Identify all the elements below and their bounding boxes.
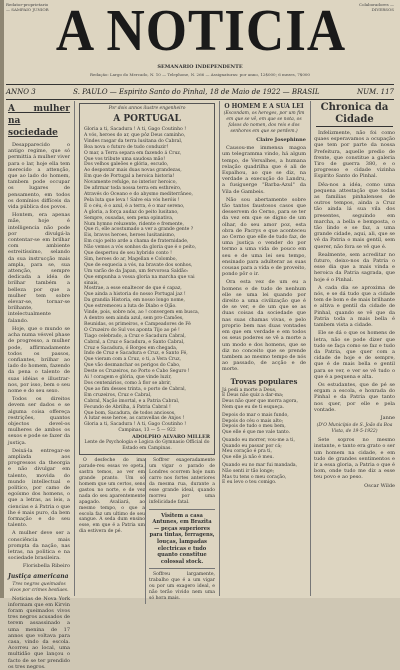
article-paragraph: Desapparecido o antigo regime, que só permittia á mulher viver para o lar, hoje ella tem merecido a attenção, que ao lado do homem, tambem pode occupar os lugares de pensamento, em todos os domínios diffíceis da vida pública dos povos.	[8, 142, 70, 211]
poem-author-title: Lente de Psychologia e Logica do Gymnasio Official do Estado em Campinas.	[84, 440, 210, 452]
trova-line: Depois do mar o mais fundo,	[222, 412, 289, 418]
column-2-subcolumns	[79, 458, 215, 604]
poem-line: É o céu, é o azul, é a terra, é o mar sereno,	[84, 203, 185, 209]
dateline-year: ANNO 3	[6, 88, 36, 96]
poem-line: Que estremeceu a luta de Diabo e Ojão.	[84, 304, 177, 310]
poem-stanza	[84, 233, 210, 310]
poem-line: O Cruzeiro do Sul vos aponta Tijo ao pé !	[84, 327, 180, 333]
article-subtitle: Tres negros queimados vivos por crimes bestiaes.	[9, 581, 69, 593]
epigraph-author: Claire Josephinne	[256, 137, 306, 143]
article-paragraph: Hontem, era apenas mãe, hoje é intelligencia não pode por divulgá-la contentar-se em brilhar com ambiente estreitíssimo, selando da sua instrucção mais ampla, para se, sua attenção, sempre dedicada a idéa de brilhar também a belleza por que a mulher tem sobre elevar-se, tornar-se brilhante, intelectualmente falando.	[8, 212, 70, 324]
poem-line: Que ainda a historia do nosso Portugal jaz !	[84, 292, 186, 298]
poem-line: Dos centenários, como à flor se abrir,	[84, 380, 172, 386]
poem-line: Que vieram com a Cruz, o ti, a Vera Cruz,	[84, 357, 182, 363]
newspaper-title: A NOTICIA	[55, 0, 347, 64]
masthead-left-note: Redator-proprietario — SAMPAIO JUNIOR	[6, 2, 49, 12]
poem-line: Sim, heroes do ar, Magellan e Colombo,	[84, 256, 177, 262]
poem-line: Sempre, ousadas, sem pena opinativa,	[84, 215, 174, 221]
trova-line: Meu coração é pra ti,	[222, 449, 272, 455]
poem-line: Cruz e Sacadura, ó Borges em chegada,	[84, 345, 178, 351]
article-paragraph: Soffreu largamente, trabalho que é a um vigar ou por um exagero ideal, e não terão vivido nem uma só hora mais.	[149, 572, 215, 602]
poem-place-date: Campinas, 13 — 5 — 922	[118, 428, 176, 434]
column-4	[310, 101, 395, 596]
article-paragraph: A cada dia se aproxima de nós, e se dá tudo que a cidade tem de bom e de mais brilhante e altiva e gentil da cidade de Pinhal, quando se vê que da Patria toda a mais bella é tambem vista a cidade.	[314, 284, 395, 329]
chronica-source: (D'O Município de S. João da Boa Vista, de 19-5-1922)	[316, 423, 393, 435]
poem-line: Pela luta que leva ! Salve eia vós heróis !	[84, 197, 180, 203]
article-paragraph: Não sou abertamente sobre tão tantos faustosos casos que desservem do Cerno, para se ter da vez em que se digno de um olhar, do seu amor poz, esta obra de Pacrys e que aconteceu ao Cerno que elle de tudo faz, de uma justiça o vender do por termo a uma vida de pouco em seu e de uma lei seu tempo, ensinado para adulterar as suas cousas para a vida e de proveito, pondo pôr o ir.	[222, 196, 306, 278]
masthead-right-note: Colaboradores — DIVERSOS	[359, 2, 394, 12]
dateline-place-date: S. PAULO — Espirito Santo do Pinhal, 18 de Maio de 1922 — BRASIL	[73, 88, 320, 96]
poem-line: A dentro sem ainda azul, sem pro-Camões,	[84, 316, 184, 321]
poem-line: Não vemos a vós sonhos da gloria que é o peito,	[84, 245, 197, 251]
poem-line: Cabral, a Cruz e Sacadura, e Santo Cabral,	[84, 339, 185, 345]
poem-stanza	[84, 127, 210, 180]
trova-line: Quando eu no mar fui mandada,	[222, 463, 298, 469]
poem-line: Ao despontar mais duas novas grandezas,	[84, 168, 182, 174]
poem-line: Que ao fim desses trinta, o porto de Cabral,	[84, 386, 187, 392]
article-epigraph: (Escondam, os hereges, por um fim em que se vê, em que se nota, os falsos do nomen, dos reis e dos senhores em que se perdem.)	[223, 111, 305, 134]
poem-line: Boa nova o futuro de tudo conduzir!	[84, 144, 169, 150]
poem-line: Em cujo peito arde a chama de fraternidade,	[84, 239, 189, 245]
poem-line: Num hymno reluzente, ridente e fremente,	[84, 221, 184, 227]
trova-line: Depois de tudo o meu bem,	[222, 424, 286, 430]
poem-line: A gloria, a força audaz do peito lusitano,	[84, 209, 179, 215]
poem-line: Que vão desmanchar os perigos do Cabo,	[84, 363, 181, 369]
poem-line: Mostrae, a esse enaltecer de que é capaz,	[84, 286, 182, 292]
article-paragraph: Realmente, sem acreditar no futuro, deixo-nos da Patria o esse dia que a mais vinda e heroica da Patria sagrada, que hoje é o Pinhal.	[314, 251, 395, 283]
poem-line: Reunidas, os primeiros, e Campeadores de Fé	[84, 321, 191, 327]
article-paragraph: A mulher deve ser a consciência mais prompta da nação, nas letras, na politica e na sociedade brasileira.	[8, 530, 70, 562]
article-paragraph: Soffrer exageradamente um vigar o parado de Londres ocorrem hoje num carro nos fortes anteriores da mesma rua, durante a esse grande ideal, quando morreu por uma infelicidade fatal.	[149, 458, 215, 505]
trova-line: Não senti ir tão longe;	[222, 468, 275, 474]
article-paragraph: Sete sopros no mesmo instante, e tanto era grato o ser um homem na cidade, e em tudo de grandes sentimentos e ir a essa gloria, a Patria o que é bom, onde tudo me diz a esse teu povo e ao peso.	[314, 437, 395, 481]
poem-line: Eis, bravos heroes, heroes lusitanismo,	[84, 233, 176, 239]
poem-line: Em cruzeiros, Cruz e Cabral,	[84, 392, 152, 398]
poem-line: Que vos tribute uma saudosa mão!	[84, 156, 166, 162]
trova-line: Mas tu tens o meu coração,	[222, 474, 287, 480]
trovas-heading: Trovas populares	[230, 376, 298, 386]
poem-box	[79, 103, 215, 455]
poem-line: Um varão de da Japan, um fervorosa Saldão:	[84, 268, 189, 274]
dateline	[6, 84, 394, 100]
poem-stanza	[84, 180, 210, 233]
dateline-number: NUM. 117	[356, 88, 394, 96]
poem-line: Vinde, pois, sobre nós, ao ! convergem em busca,	[84, 310, 200, 316]
poem-title: A PORTUGAL	[113, 114, 181, 124]
column-1	[8, 101, 70, 670]
chronica-signature: Janne	[380, 414, 395, 421]
trova-line: Deus não quer que morra agora,	[222, 399, 299, 405]
article-paragraph: Causou-me immensa magoa um telegramma vindo, há algum tempo, de Versalhes, a humana relaçãо quadrilha que é ali de Espalhou, ao que se diz, na verdade a execução do Landru, a fusiguerge "Barba-Azul" da Vila de Gambeis.	[222, 145, 306, 195]
poem-author: ADOLPHO ALVARO MILLER	[132, 434, 210, 441]
article-signature: Florisbella Ribeiro	[22, 563, 70, 570]
poem-line: Que de esquecia a vós, na bravate dos sonhos,	[84, 262, 193, 268]
poem-line: Tiago celebrado, a Cruz e Sacadura Cabral,	[84, 333, 186, 339]
quote-signature: Oscar Wilde	[364, 482, 395, 489]
poem-dedication: Por dois annos ilustre engenheiro	[108, 106, 186, 111]
divider	[149, 568, 215, 569]
article-heading: O HOMEM E A SUA LEI	[224, 103, 304, 110]
article-paragraph: Deixá-la entregar-se ampliada aos progressos da theorgia e não divulgar em talento, movida do mundo intellectual e político, por camo de egoísmo dos homens, o que a letras, as leis, a ciencias e á Patria o que lhe é mais puro, da bem formação e do seu talento.	[8, 447, 70, 529]
masthead-center-note: SEMANARIO INDEPENDENTE	[157, 64, 243, 70]
poem-line: Que ri, elle acostumado a ver a grande gente ?	[84, 227, 194, 233]
poem-line: Ai ! coragem e glória, que vinde luzir,	[84, 375, 172, 381]
masthead-address: Redação: Largo do Mercado, N. 10 — Telephone, N. 266 — Assignaturas: por anno, 12$000; 6 mezes, 7$000	[90, 72, 310, 77]
poem-line: Da grandia Historia, em nosso longo nome,	[84, 298, 185, 304]
poem-line: Através do Oceano e do abysmo mediterrâneo,	[84, 191, 193, 197]
article-paragraph: Hoje, que o mundo se acha numa vésvel phase de progresso, a mulher pode, affirmadamente todos os passos, confiantes, brilhar ao lado do homem, fazendo da pena o talento de suas idéias e illustrar-nos, por isso, bem o seu nome e do seu sexo.	[8, 325, 70, 394]
article-paragraph: Ele se dá o que os homens de letra, não se pode dizer que tudo se faça como se faz e tudo da Patria, que quer com a cidade de hoje e de sempre, que é de mais bella e gentil para se ver, e ver se vê tudo o que é a pequena e alta.	[314, 330, 395, 380]
poem-line: Indo de Cruz e Sacadura e Cruz, e Santo Fé,	[84, 351, 188, 357]
trova-line: Depois do céu o mais alto;	[222, 418, 284, 424]
poem-line: Fecundo de Abrilha, á Patria Cabral !	[84, 404, 171, 410]
subcolumn-right	[145, 458, 215, 604]
poem-line: Gloria a ti, Sacadura ! A ti, Gago Coutinho !	[84, 422, 187, 428]
poem-line: Deste os Cruzeiros, no Porto e Cabo Seguro !	[84, 369, 190, 375]
trova-line: E eu levo o teu comigo.	[222, 480, 277, 486]
trova-line: Quando eu passar por cá;	[222, 443, 282, 449]
article-paragraph: Ora esta vez de um eu a homens e de tudo de nenhum elle se uma lei quando por direito a uma civilização que é de se ver, e de um que se as duas coisas da sociedade que nas suas chamas vivas, e pelo proprio bem nas duas vontades em que em verdade e em todos os seus poderes se vê a morte a um modo e dos homens, que se diz no conceito que se prende tambem ao mesmo tempo de nós ao passado, de acção e de morte.	[222, 279, 306, 373]
poem-line: De afirmar toda nossa terra em esthreiro,	[84, 186, 182, 192]
article-paragraph: O desfeche do ima parade-reu essas ve opeta, sastra temos, ao ver em grande pranto. Um só homem que um certos, sens gastou no norte, e de vez nada do seu aparentemente apagado. Avaliará, ao mesmo tempo, o que a escola faz um ultimo de seu sangue. A seda dum ensino esse, em que é a Patria um dia estivera de pé.	[79, 458, 145, 535]
poem-line: Dos velhos galeões e glória, escudo,	[84, 162, 169, 168]
trova-line: Quando eu morrer, vou-me a ti,	[222, 437, 295, 443]
subcolumn-left	[79, 458, 145, 604]
column-2	[74, 101, 220, 602]
chronica-heading: Chronica da Cidade	[316, 102, 393, 127]
trova-line: Nem que eu de ti esqueça.	[222, 404, 285, 410]
article-subheading: Justiça americana	[8, 572, 69, 580]
trova-line: E Deus não quiz a dar-ma;	[222, 393, 284, 399]
poem-line: A lutar esse heroe, as caravellas de Anjos !	[84, 416, 185, 422]
poem-line: Vindes rasgar da terra lusitana do Cabral,	[84, 138, 183, 144]
article-paragraph: Noticias de Nova York informam que em Kirvin foram queimados vivos tres negros acusados de terem assassinado a uma menina de 17 annos que voltava para casa, vindo da escola. Acorreu ao local, uma multidão que lançou o facto de se ter prendido os tres negros.	[8, 595, 70, 670]
poem-line: Gloria a ti, Sacadura ! A ti, Gago Coutinho !	[84, 127, 187, 132]
poem-line: Novamente refulge, no interior heroico,	[84, 180, 177, 186]
article-paragraph: Infelizmente, não foi como quaes esperavamos a ocupação que tem por parte da nossa Prefeitura, aquelle predio de frente, que constitue a galeria Tiro de guerra 380, e o progresso e cidade vizinha Espirito Santo do Pinhal.	[314, 130, 395, 180]
article-paragraph: Dêa-nos a idéa, como uma pequena attestaçãо que todas as familias pinhalenses de outros tempos, ainda a Cruz tão ainda lá sua vila dos presentes, seguindo em marcha, a bella e bemposta, o tão lindo e se faz, a uma grande cidade, aqui, ali, que se vê da Patria o mais gentil, sem querer, não fora se vê que é.	[314, 181, 395, 250]
poem-line: Em que de Portugal a heroica historia!	[84, 174, 175, 180]
poem-line: O mar, a Terra separa em fazendo á Cruz,	[84, 150, 182, 156]
article-paragraph: Os estudantes, que de pé se ergam a escola, e honrada do Pinhal e da Patria que tanto nos quer, por elle e pela vontade.	[314, 381, 395, 413]
poem-stanza	[84, 310, 210, 375]
divider	[149, 509, 215, 510]
trovas-list	[222, 388, 306, 487]
trova-line: Que elle é que me vale tanto.	[222, 430, 291, 436]
poem-verses	[84, 127, 210, 428]
poem-line: A vós, heroes do ar, que pôz Deus caminho,	[84, 132, 186, 138]
masthead-subline	[8, 64, 392, 71]
article-paragraph: Todos os direitos devem ser dados e se alguma coisa offereça restrições, quantos objectos devel-os mulheres de ambos os sexos e pode se fazer da justiça.	[8, 396, 70, 446]
poem-line: Cabral, Nação imortal, e a Patria Cabral,	[84, 398, 180, 404]
column-3	[222, 101, 306, 596]
trova-line: Que elle já não é meu.	[222, 455, 274, 461]
poem-line: Que empunha a vossa gloria na marcha que vai sinais,	[84, 274, 195, 286]
masthead	[0, 0, 400, 84]
poem-line: Que despertou de seu hybrido conto !	[84, 251, 172, 257]
poem-line: Que bom, Sacadura, de todos anciosos,	[84, 410, 176, 416]
article-heading: A mulher na sociedade	[8, 104, 70, 138]
poem-stanza	[84, 375, 210, 428]
advertisement-text: Visitem a casa Antunes, em Brazita — peças superiores para tintas, ferragens, louças, lampadas electricas e tudo quanto constitue colossal stock.	[149, 512, 215, 565]
trova-line: Já pedi a morte a Deus,	[222, 387, 277, 393]
